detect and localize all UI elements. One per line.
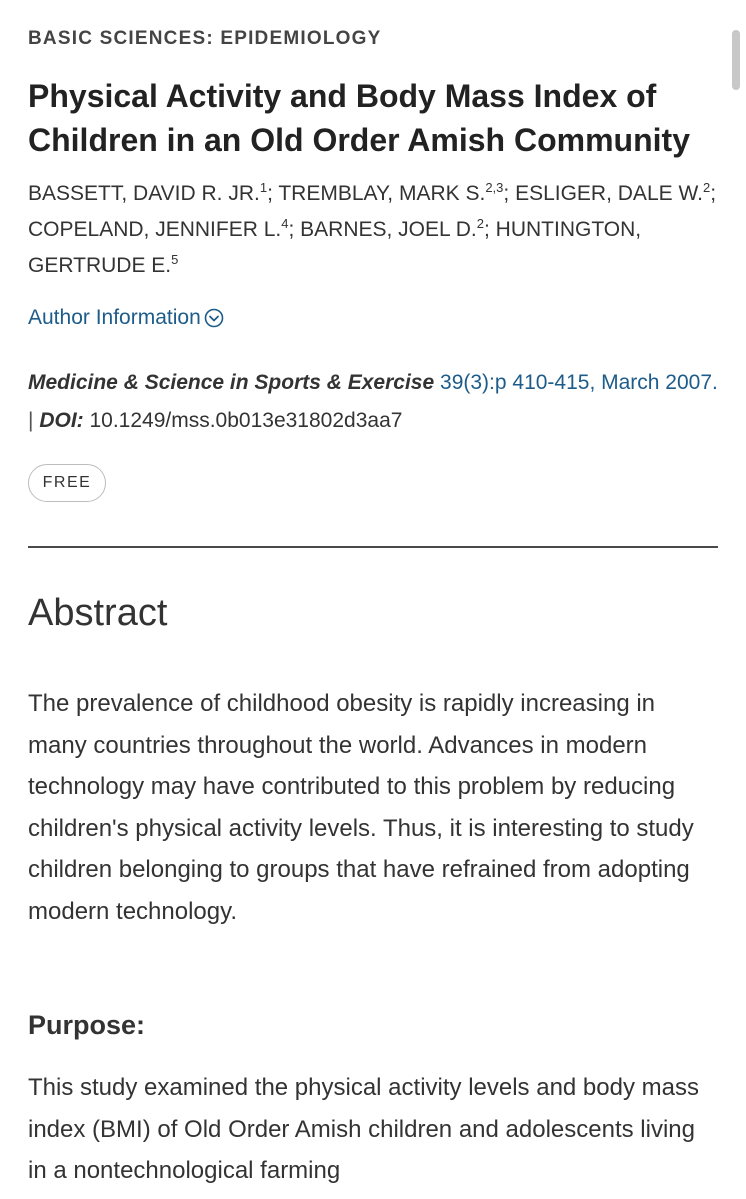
issue-link[interactable]: 39(3):p 410-415, March 2007. bbox=[440, 371, 718, 394]
purpose-heading: Purpose: bbox=[28, 1010, 146, 1040]
chevron-down-circle-icon bbox=[204, 308, 224, 328]
author-affiliation: 1 bbox=[259, 180, 268, 195]
author-affiliation: 2 bbox=[702, 180, 711, 195]
author-name[interactable]: COPELAND, JENNIFER L. bbox=[28, 218, 282, 241]
author-separator: ; bbox=[710, 182, 717, 205]
author-information-label: Author Information bbox=[28, 306, 201, 329]
doi-label: DOI: bbox=[39, 409, 84, 432]
divider bbox=[28, 546, 718, 548]
author-separator: ; bbox=[503, 182, 516, 205]
author-name[interactable]: HUNTINGTON, GERTRUDE E. bbox=[28, 218, 642, 277]
section-tag[interactable]: BASIC SCIENCES: EPIDEMIOLOGY bbox=[28, 28, 382, 49]
citation-separator: | bbox=[28, 409, 34, 432]
author-name[interactable]: ESLIGER, DALE W. bbox=[515, 182, 703, 205]
purpose-paragraph: This study examined the physical activity levels and body mass index (BMI) of Old Order Amish children and adolescents living in a nontechnological farming bbox=[28, 1074, 699, 1184]
article-title: Physical Activity and Body Mass Index of Children in an Old Order Amish Community bbox=[28, 78, 690, 158]
scrollbar[interactable] bbox=[732, 30, 740, 90]
author-separator: ; bbox=[288, 218, 301, 241]
author-name[interactable]: BASSETT, DAVID R. JR. bbox=[28, 182, 260, 205]
abstract-heading: Abstract bbox=[28, 592, 168, 634]
author-affiliation: 2,3 bbox=[485, 180, 504, 195]
author-affiliation: 5 bbox=[171, 252, 179, 267]
author-affiliation: 2 bbox=[476, 216, 484, 231]
author-list bbox=[28, 176, 718, 284]
doi-value[interactable]: 10.1249/mss.0b013e31802d3aa7 bbox=[89, 409, 403, 432]
author-name[interactable]: BARNES, JOEL D. bbox=[300, 218, 477, 241]
author-separator: ; bbox=[483, 218, 496, 241]
author-affiliation: 4 bbox=[281, 216, 289, 231]
author-separator: ; bbox=[267, 182, 279, 205]
journal-name[interactable]: Medicine & Science in Sports & Exercise bbox=[28, 371, 435, 394]
citation bbox=[28, 364, 718, 440]
abstract-intro-paragraph: The prevalence of childhood obesity is rapidly increasing in many countries throughout the world. Advances in modern technology may have contributed to this problem by reducing children's physical activity levels. Thus, it is interesting to study children belonging to groups that have refrained from adopting modern technology. bbox=[28, 690, 694, 925]
free-access-badge: FREE bbox=[28, 464, 106, 502]
author-name[interactable]: TREMBLAY, MARK S. bbox=[278, 182, 486, 205]
author-information-toggle[interactable] bbox=[28, 306, 224, 330]
